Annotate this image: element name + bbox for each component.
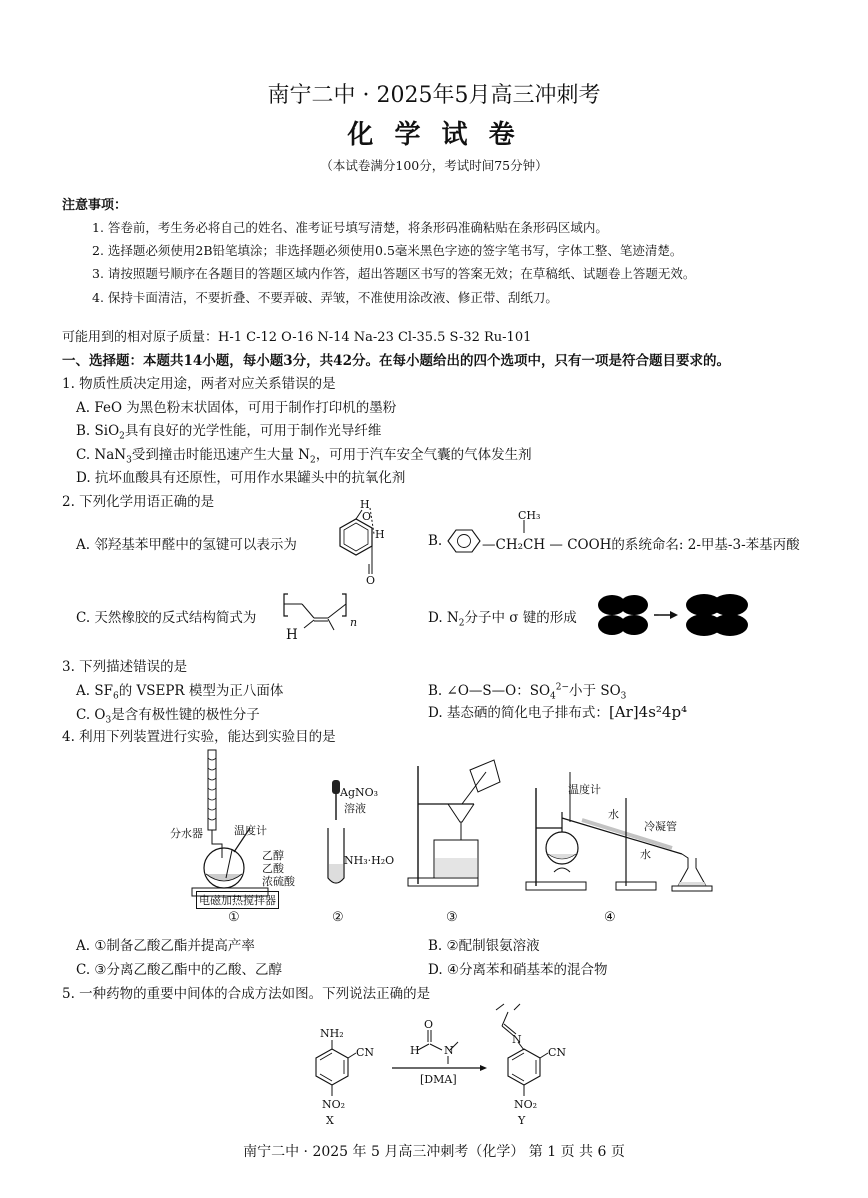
label-water-in: 水	[608, 808, 619, 821]
apparatus-number: ④	[604, 910, 616, 925]
label-sulfuric-acid: 浓硫酸	[262, 875, 295, 888]
q1-option-b	[76, 419, 381, 442]
rubber-h: H	[286, 627, 298, 643]
exam-subject: 化 学 试 卷	[347, 120, 521, 150]
q3-option-d	[428, 701, 687, 721]
subscript: 3	[620, 691, 627, 702]
text: B. ∠O—S—O：SO	[428, 683, 551, 699]
y-cn: CN	[548, 1046, 567, 1059]
section-label: 一、选择题：	[62, 353, 143, 369]
x-label: X	[326, 1114, 334, 1127]
text: 分子中 σ 键的形成	[464, 610, 577, 626]
label-condenser: 冷凝管	[644, 820, 677, 833]
atomic-masses: 可能用到的相对原子质量：H-1 C-12 O-16 N-14 Na-23 Cl-35.5 S-32 Ru-101	[62, 330, 532, 345]
section-text: 本题共14小题，每小题3分，共42分。在每小题给出的四个选项中，只有一项是符合题目要求的。	[143, 353, 730, 369]
q2-option-b-label: B.	[428, 533, 443, 549]
q1-stem: 1. 物质性质决定用途，两者对应关系错误的是	[62, 376, 336, 392]
text: B. SiO	[76, 423, 120, 439]
q3-stem: 3. 下列描述错误的是	[62, 659, 188, 675]
q1-option-d: D. 抗坏血酸具有还原性，可用作水果罐头中的抗氧化剂	[76, 470, 406, 486]
subscript: 2	[309, 455, 316, 466]
compound-x-structure	[296, 1028, 376, 1128]
q3-option-c	[76, 703, 260, 726]
electron-config: [Ar]4s²4p⁴	[608, 703, 688, 721]
benzene-ring-icon	[444, 528, 484, 554]
text: 受到撞击时能迅速产生大量 N	[131, 447, 310, 463]
section-heading	[62, 349, 730, 369]
subscript: 6	[112, 691, 119, 702]
atom-h: H	[360, 498, 370, 511]
q5-stem: 5. 一种药物的重要中间体的合成方法如图。下列说法正确的是	[62, 986, 431, 1002]
subscript: 2	[119, 431, 125, 442]
subscript: 3	[126, 455, 132, 466]
q4-stem: 4. 利用下列装置进行实验，能达到实验目的是	[62, 729, 336, 745]
y-no2: NO₂	[514, 1098, 538, 1111]
reagent-dma: [DMA]	[420, 1073, 457, 1086]
q4-option-b: B. ②配制银氨溶液	[428, 938, 540, 954]
subscript: 2	[458, 618, 465, 629]
label-water-out: 水	[640, 848, 651, 861]
text: C. O	[76, 707, 106, 723]
reagent-n: N	[444, 1044, 454, 1057]
q2-option-b: —CH₂CH — COOH的系统命名: 2-甲基-3-苯基丙酸	[482, 537, 800, 553]
sigma-bond-orbital-icon	[594, 594, 810, 638]
text: 的 VSEPR 模型为正八面体	[118, 683, 284, 699]
text: 具有良好的光学性能，可用于制作光导纤维	[124, 423, 382, 439]
note-item: 2. 选择题必须使用2B铅笔填涂；非选择题必须使用0.5毫米黑色字迹的签字笔书写，字体工整、笔迹清楚。	[92, 243, 683, 258]
label-ethanol: 乙醇	[262, 849, 284, 862]
exam-title: 南宁二中 · 2025年5月高三冲刺考	[267, 83, 601, 108]
y-n: N	[512, 1033, 522, 1046]
label-acetic-acid: 乙酸	[262, 862, 284, 875]
apparatus-number: ②	[332, 910, 344, 925]
label-thermometer: 温度计	[234, 824, 267, 837]
label-ammonia: NH₃·H₂O	[344, 854, 395, 867]
apparatus-number: ①	[228, 910, 240, 925]
score-note: （本试卷满分100分，考试时间75分钟）	[320, 158, 548, 173]
subscript: 4	[550, 691, 556, 702]
ch3-bond	[522, 520, 526, 534]
q4-option-d: D. ④分离苯和硝基苯的混合物	[428, 962, 608, 978]
text: D. N	[428, 610, 459, 626]
rubber-n: n	[350, 616, 358, 629]
x-nh2: NH₂	[320, 1027, 344, 1040]
q2-option-d	[428, 606, 577, 629]
x-no2: NO₂	[322, 1098, 346, 1111]
atom-h: H	[375, 528, 385, 541]
label-separator: 分水器	[170, 827, 203, 840]
ch3-label: CH₃	[518, 509, 541, 522]
q4-option-c: C. ③分离乙酸乙酯中的乙酸、乙醇	[76, 962, 283, 978]
text: 小于 SO	[569, 683, 621, 699]
text: D. 基态硒的简化电子排布式：	[428, 705, 609, 721]
superscript: 2−	[555, 682, 570, 693]
reagent-h: H	[410, 1044, 420, 1057]
atom-o: O	[366, 574, 376, 587]
q4-option-a: A. ①制备乙酸乙酯并提高产率	[76, 938, 255, 954]
note-item: 3. 请按照题号顺序在各题目的答题区域内作答，超出答题区书写的答案无效；在草稿纸、试题卷上答题无效。	[92, 266, 696, 281]
y-label: Y	[518, 1114, 526, 1127]
text: 是含有极性键的极性分子	[111, 707, 260, 723]
subscript: 3	[105, 715, 112, 726]
text: A. SF	[76, 683, 113, 699]
q2-stem: 2. 下列化学用语正确的是	[62, 494, 215, 510]
q1-option-c	[76, 443, 532, 466]
apparatus-4-distillation-icon	[522, 768, 722, 892]
note-item: 1. 答卷前，考生务必将自己的姓名、准考证号填写清楚，将条形码准确粘贴在条形码区域内。	[92, 220, 608, 235]
q2a-structure	[318, 494, 388, 586]
q3-option-b	[428, 679, 626, 702]
page-footer: 南宁二中 · 2025 年 5 月高三冲刺考（化学） 第 1 页 共 6 页	[243, 1144, 625, 1160]
note-item: 4. 保持卡面清洁，不要折叠、不要弄破、弄皱，不准使用涂改液、修正带、刮纸刀。	[92, 290, 558, 305]
apparatus-3-filtration-icon	[404, 760, 500, 890]
q3-option-a	[76, 679, 283, 702]
x-cn: CN	[356, 1046, 375, 1059]
q2-option-a: A. 邻羟基苯甲醛中的氢键可以表示为	[76, 537, 297, 553]
label-solution: 溶液	[344, 802, 366, 815]
reagent-o: O	[424, 1018, 434, 1031]
notes-heading: 注意事项：	[62, 198, 128, 213]
atom-o: O	[362, 510, 372, 523]
q1-option-a: A. FeO 为黑色粉末状固体，可用于制作打印机的墨粉	[76, 400, 397, 416]
q2-option-c: C. 天然橡胶的反式结构简式为	[76, 610, 257, 626]
text: C. NaN	[76, 447, 127, 463]
apparatus-number: ③	[446, 910, 458, 925]
label-stirrer: 电磁加热搅拌器	[196, 891, 279, 909]
label-thermometer: 温度计	[568, 783, 601, 796]
text: ，可用于汽车安全气囊的气体发生剂	[315, 447, 532, 463]
label-agno3: AgNO₃	[340, 786, 379, 799]
